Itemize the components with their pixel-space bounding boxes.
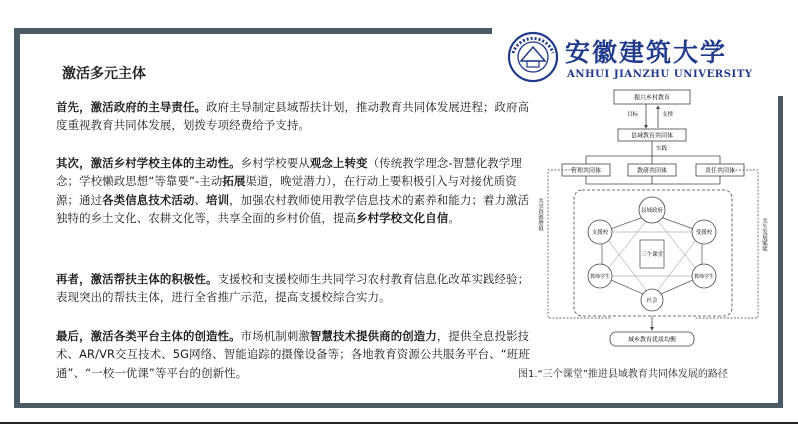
paragraph-text: 渠道，晚觉潜力），在行动上要积极引入与对接优质资源；通过: [56, 174, 517, 207]
university-seal-icon: [507, 31, 559, 83]
figure-caption: 图1.“三个课堂”推进县域教育共同体发展的路径: [518, 369, 728, 380]
paragraph-text: 乡村学校要从: [240, 156, 310, 170]
diagram-practice-label: 实践: [656, 146, 668, 152]
diagram-support-label: 支撑: [662, 112, 674, 118]
page-title: 激活多元主体: [62, 66, 146, 82]
diagram-node-label: 教师学生: [693, 274, 715, 280]
paragraph-emphasis: 培训: [206, 192, 230, 207]
paragraph-text: 支援校和支援校师生共同学习农村教育信息化改革实践经验；表现突出的帮扶主体，进行全省推广示范，提高支援校综合实力。: [56, 272, 530, 305]
paragraph-lead: 最后，激活各类平台主体的创造性。: [56, 329, 241, 343]
paragraph-text: 。: [448, 211, 460, 226]
diagram-community-label: 县域教育共同体: [630, 132, 674, 140]
paragraph-text: 市场机制刺激: [240, 329, 310, 343]
diagram-sub-box-label: 教研共同体: [636, 167, 668, 175]
paragraph-platform: [56, 327, 530, 382]
diagram-node-label: 教师学生: [589, 274, 611, 280]
diagram-center-label: 三个课堂: [640, 252, 664, 258]
diagram-goal-label: 目标: [626, 112, 638, 118]
paragraph-lead: 其次，激活乡村学校主体的主动性。: [56, 156, 241, 170]
paragraph-emphasis: 观念上转变: [309, 156, 368, 170]
paragraph-text: 政府主导制定县域帮扶计划，推动教育共同体发展进程；政府高度重视教育共同体发展，划拨专项经费给予支持。: [56, 100, 530, 133]
diagram-sub-box-label: 管理共同体: [570, 167, 602, 175]
frame-right-bar: [778, 96, 783, 408]
diagram-node-label: 支援校: [591, 230, 609, 236]
slide-bottom-rule: [0, 422, 798, 424]
diagram-top-box-label: 振兴乡村教育: [633, 94, 671, 102]
paragraph-lead: 再者，激活帮扶主体的积极性。: [56, 272, 218, 286]
diagram-bottom-box-label: 城乡教育优质均衡: [627, 336, 677, 344]
paragraph-lead: 首先，激活政府的主导责任。: [56, 100, 207, 114]
paragraph-emphasis: 拓展: [222, 174, 246, 189]
diagram-node-label: 县域政府: [640, 208, 664, 214]
diagram-right-side-label: 共生发展赋能: [761, 218, 767, 251]
diagram-left-side-label: 共享资源增值: [537, 198, 543, 231]
frame-left-bar: [14, 28, 20, 408]
paragraph-government: [56, 98, 530, 135]
paragraph-text: ，加强农村教师使用教学信息技术的素养和能力；着力激活独特的乡土文化、农耕文化等，共享全面的乡村价值，提高: [56, 192, 530, 226]
university-logo: [507, 31, 772, 85]
diagram-sub-box-label: 责任共同体: [704, 167, 736, 175]
education-community-diagram: [534, 86, 772, 360]
paragraph-helper: [56, 270, 530, 307]
diagram-node-label: 社会: [646, 298, 658, 304]
diagram-node-label: 受援校: [695, 230, 713, 236]
paragraph-text: （传统教学理念-智慧化教学理念；学校懒政思想“等靠要”-主动: [56, 156, 522, 189]
paragraph-text: ，提供全息投影技术、AR/VR交互技术、5G网络、智能追踪的摄像设备等；各地教育资源公共服务平台、“班班通”、“一校一优课”等平台的创新性。: [56, 329, 530, 380]
frame-top-bar: [14, 28, 492, 34]
frame-bottom-bar: [14, 403, 782, 408]
paragraph-rural-school: [56, 154, 530, 228]
paragraph-emphasis: 智慧技术提供商的创造力: [309, 329, 437, 343]
paragraph-text: 、: [194, 192, 207, 207]
paragraph-emphasis: 各类信息技术活动: [102, 192, 195, 207]
logo-chinese-name: 安徽建筑大学: [565, 38, 728, 67]
paragraph-emphasis: 乡村学校文化自信: [356, 211, 449, 226]
logo-english-name: ANHUI JIANZHU UNIVERSITY: [567, 69, 753, 80]
